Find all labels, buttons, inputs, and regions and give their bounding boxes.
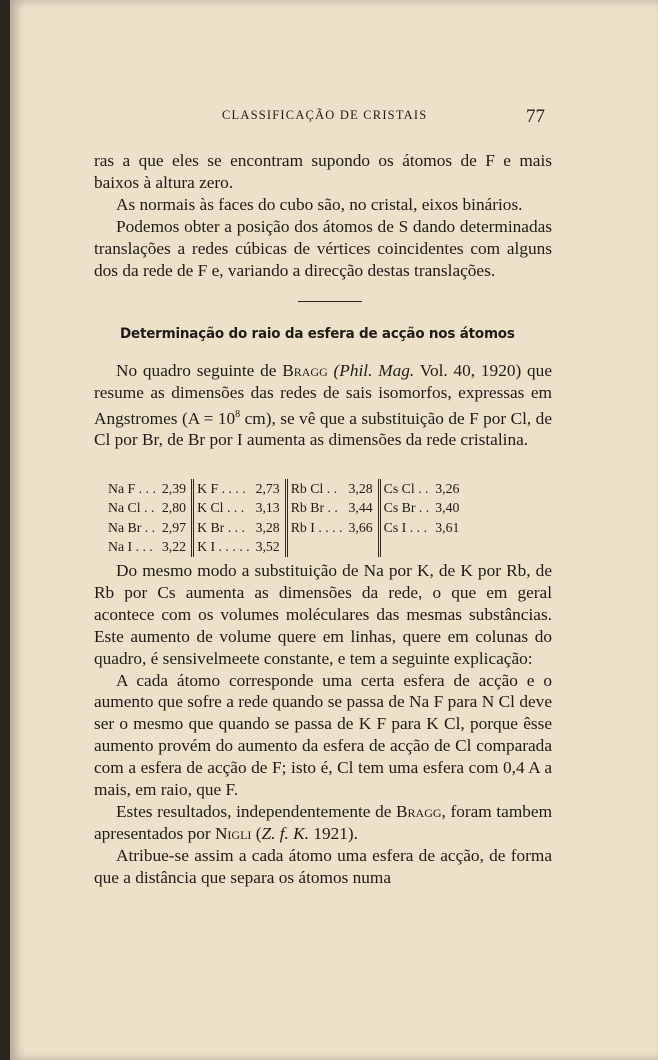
citation: (Phil. Mag. [333, 361, 415, 380]
lattice-value-cell [345, 538, 379, 558]
lattice-value-cell: 2,80 [161, 500, 187, 516]
salt-name-cell: Na I . . . [108, 539, 153, 555]
salt-name-cell: Cs I . . . [379, 518, 432, 538]
salt-name-cell: Na F . . . [108, 480, 156, 496]
salt-name-cell: Rb Br . . [286, 499, 345, 519]
salt-name-cell: Na Br . . [108, 519, 156, 535]
table-row [105, 499, 464, 519]
citation: Z. f. K. [261, 823, 310, 843]
intro-part1: No quadro seguinte de [116, 361, 283, 380]
paragraph [94, 801, 552, 845]
lattice-value-cell: 3,40 [435, 500, 460, 516]
exponent: 8 [235, 408, 241, 420]
salt-name-cell: Cs Br . . [379, 499, 432, 519]
book-page [10, 0, 658, 1060]
salt-name-cell: K Br . . . [193, 518, 253, 538]
paragraph [94, 360, 552, 451]
closing-part1: Estes resultados, independentemente de [116, 801, 396, 821]
lattice-value-cell: 3,28 [348, 480, 373, 496]
salt-name-cell [286, 538, 345, 558]
paragraph: Atribue-se assim a cada átomo uma esfera de acção, de forma que a distância que separa os átomos numa [94, 845, 552, 887]
section-divider [298, 301, 362, 302]
lattice-value-cell: 3,13 [255, 500, 280, 516]
lattice-value-cell: 3,66 [348, 519, 373, 535]
lattice-value-cell: 3,22 [161, 539, 187, 555]
table-row [105, 479, 464, 499]
salt-name-cell: K Cl . . . [193, 499, 253, 519]
salt-name-cell: K F . . . . [193, 479, 253, 499]
author-name: Bragg [396, 801, 442, 821]
salt-name-cell: K I . . . . . [193, 538, 253, 558]
salt-name-cell: Cs Cl . . [379, 479, 432, 499]
top-text-block [94, 150, 552, 281]
table-row [105, 518, 464, 538]
paragraph: Podemos obter a posição dos átomos de S dando determinadas translações a redes cúbicas de vértices coincidentes com alguns dos da rede de F e, variando a direcção destas translações. [94, 216, 552, 280]
lattice-value-cell: 3,52 [255, 539, 280, 555]
author-name: Nigli [214, 823, 252, 843]
lattice-value-cell [432, 538, 464, 558]
page-number: 77 [526, 106, 545, 127]
paragraph: As normais às faces do cubo são, no cristal, eixos binários. [116, 194, 523, 214]
intro-part4: cm), se vê que a substituição de F por Cl, de Cl por Br, de Br por I aumenta as dimensões da rede cristalina. [94, 408, 552, 450]
lattice-value-cell: 3,44 [348, 500, 373, 516]
salt-name-cell: Na Cl . . [108, 500, 155, 516]
paragraph: Do mesmo modo a substituição de Na por K, de K por Rb, de Rb por Cs aumenta as dimensões da rede, o que em geral acontece com os volumes moléculares das mesmas substâncias. Este aumento de volume quere em linhas, quere em colunas do quadro, é sensivelmeete constante, e tem a seguinte explicação: [94, 561, 552, 668]
closing-part2: , foram tambem apresentados por [94, 801, 553, 843]
intro-text-block [94, 360, 552, 451]
running-head [10, 106, 658, 126]
closing-part3: ( [251, 823, 262, 843]
paragraph: ras a que eles se encontram supondo os átomos de F e mais baixos à altura zero. [94, 151, 552, 192]
lattice-dimensions-table [105, 479, 464, 557]
author-name: Bragg [282, 361, 328, 380]
salt-name-cell [379, 538, 432, 558]
lattice-value-cell: 2,39 [161, 480, 187, 496]
salt-name-cell: Rb Cl . . [286, 479, 345, 499]
running-title: CLASSIFICAÇÃO DE CRISTAIS [222, 108, 428, 122]
table-row [105, 538, 464, 558]
section-heading: Determinação do raio da esfera de acção nos átomos [120, 326, 515, 342]
lattice-value-cell: 3,61 [435, 519, 460, 535]
salt-name-cell: Rb I . . . . [286, 518, 345, 538]
lattice-value-cell: 3,26 [435, 480, 460, 496]
paragraph: A cada átomo corresponde uma certa esfera de acção e o aumento que sofre a rede quando se passa de Na F para N Cl deve ser o mesmo que quando se passa de K F para K Cl, porque êsse aumento provém do aumento da esfera de acção de Cl comparada com a esfera de acção de F; isto é, Cl tem uma esfera com 0,4 A a mais, em raio, que F. [94, 670, 552, 800]
intro-part3: Vol. 40, 1920) que resume as dimensões das redes de sais isomorfos, expressas em Angstromes (A = 10 [94, 361, 552, 428]
lattice-value-cell: 2,97 [161, 519, 187, 535]
lattice-value-cell: 2,73 [255, 480, 280, 496]
closing-part4: 1921). [309, 823, 358, 843]
body-text-block [94, 560, 552, 889]
lattice-value-cell: 3,28 [255, 519, 280, 535]
